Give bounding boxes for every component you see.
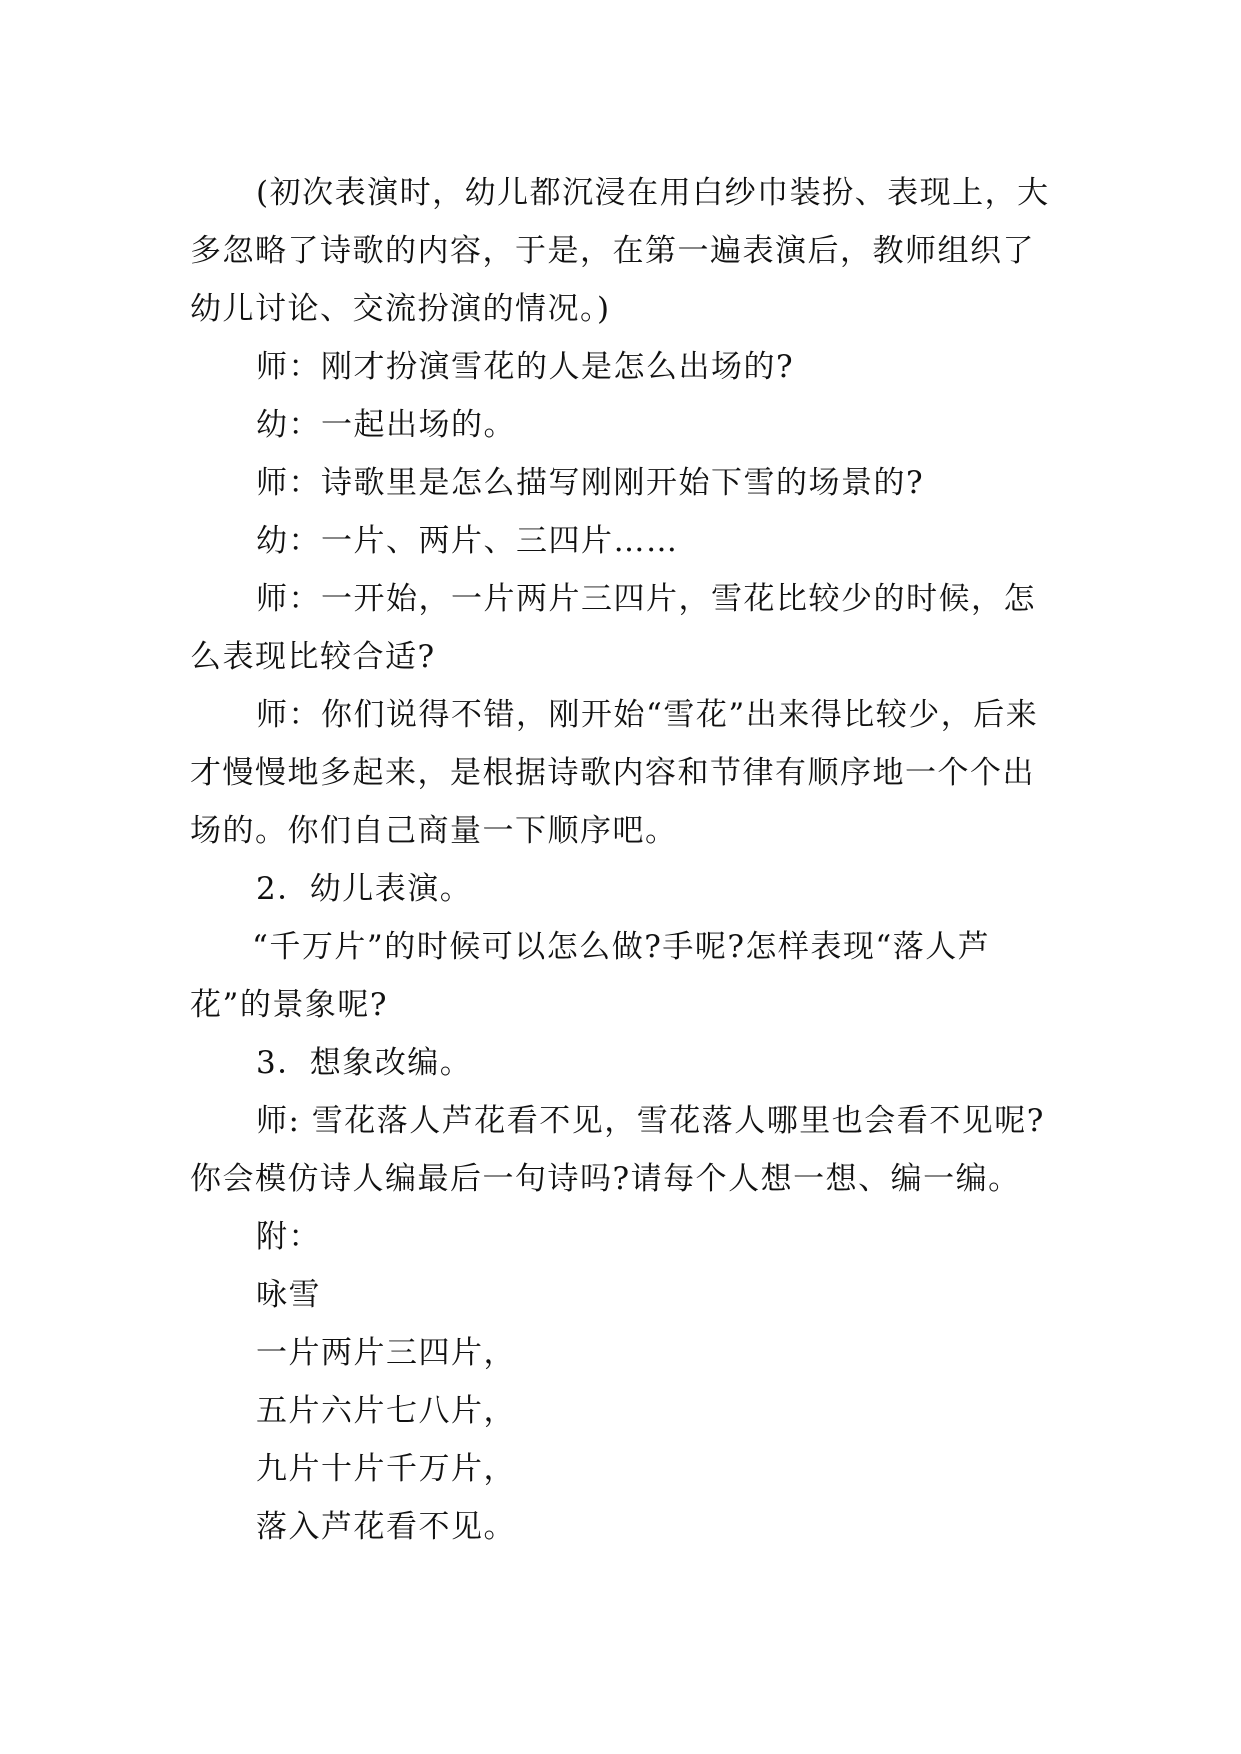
paragraph-teacher-question-3: 师：一开始，一片两片三四片，雪花比较少的时候，怎么表现比较合适? (190, 581, 1036, 675)
paragraph-teacher-question-2: 师：诗歌里是怎么描写刚刚开始下雪的场景的? (256, 465, 925, 501)
document-body (190, 164, 1055, 1556)
paragraph-child-answer-2: 幼：一片、两片、三四片…… (256, 523, 679, 559)
paragraph-performance-note: (初次表演时，幼儿都沉浸在用白纱巾装扮、表现上，大多忽略了诗歌的内容，于是，在第一遍表演后，教师组织了幼儿讨论、交流扮演的情况。) (190, 175, 1050, 327)
paragraph-performance-question: “千万片”的时候可以怎么做?手呢?怎样表现“落人芦花”的景象呢? (190, 929, 991, 1023)
paragraph-child-answer-1: 幼：一起出场的。 (256, 407, 516, 443)
appendix-label: 附： (256, 1219, 321, 1255)
paragraph-teacher-question-1: 师：刚才扮演雪花的人是怎么出场的? (256, 349, 795, 385)
paragraph-teacher-guidance: 师：你们说得不错，刚开始“雪花”出来得比较少，后来才慢慢地多起来，是根据诗歌内容和节律有顺序地一个个出场的。你们自己商量一下顺序吧。 (190, 697, 1039, 849)
poem-line-3: 九片十片千万片， (256, 1451, 516, 1487)
section-imaginative-adaptation: 3．想象改编。 (256, 1045, 473, 1081)
poem-line-2: 五片六片七八片， (256, 1393, 516, 1429)
poem-title: 咏雪 (256, 1277, 321, 1313)
paragraph-adaptation-question: 师: 雪花落人芦花看不见，雪花落人哪里也会看不见呢?你会模仿诗人编最后一句诗吗?请每个人想一想、编一编。 (190, 1103, 1045, 1197)
poem-line-4: 落入芦花看不见。 (256, 1509, 516, 1545)
section-child-performance: 2．幼儿表演。 (256, 871, 473, 907)
poem-line-1: 一片两片三四片， (256, 1335, 516, 1371)
